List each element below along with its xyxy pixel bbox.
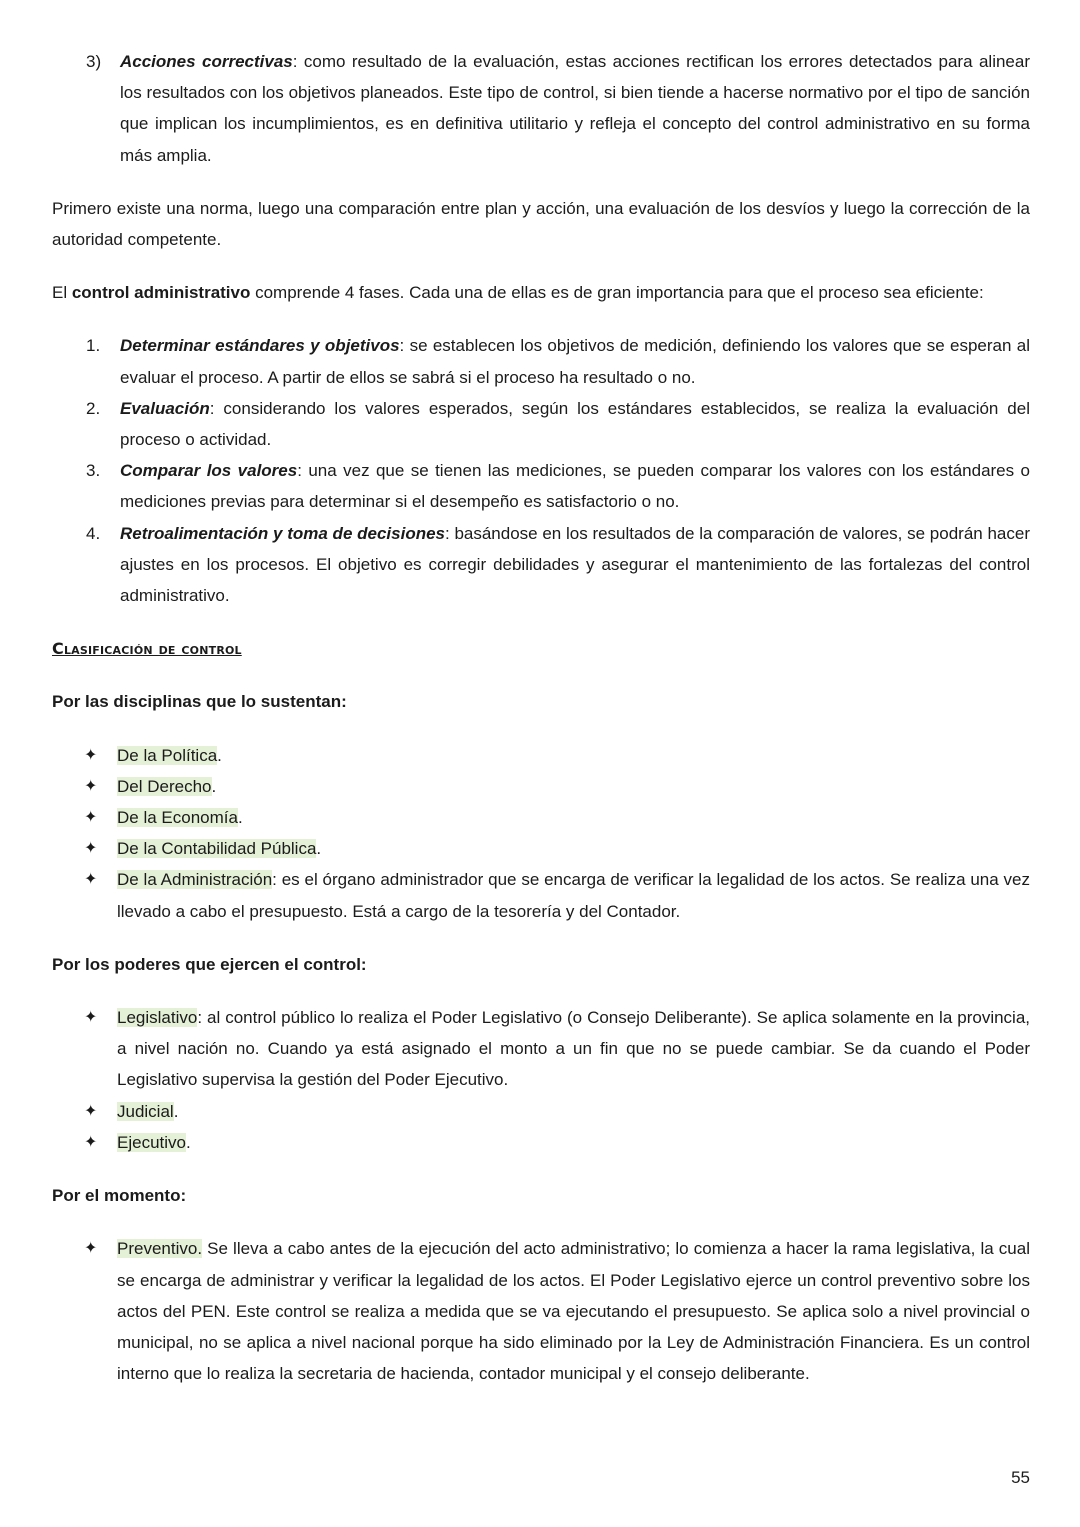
list-item — [52, 1233, 1030, 1389]
list-item-term: Determinar estándares y objetivos — [120, 336, 400, 356]
list-item-text — [117, 833, 1030, 864]
list-item-acciones-correctivas — [52, 46, 1030, 171]
list-item-body: : considerando los valores esperados, según los estándares establecidos, se realiza la evaluación del proceso o actividad. — [120, 398, 1030, 450]
list-item-term: Evaluación — [120, 398, 210, 418]
paragraph-fases-pre: El — [52, 283, 72, 303]
list-item-term: Acciones correctivas — [120, 52, 293, 71]
paragraph-norma: Primero existe una norma, luego una comparación entre plan y acción, una evaluación de los desvíos y luego la corrección de la autoridad competente. — [52, 198, 1030, 250]
list-item-text — [117, 802, 1030, 833]
list-item-body: : basándose en los resultados de la comparación de valores, se podrán hacer ajustes en los procesos. El objetivo es corregir debilidades y asegurar el mantenimiento de las fortalezas del control administrativo. — [120, 523, 1030, 606]
paragraph-fases-post: comprende 4 fases. Cada una de ellas es de gran importancia para que el proceso sea eficiente: — [250, 283, 984, 303]
subheading-momento: Por el momento: — [52, 1186, 187, 1206]
list-item-body: Se lleva a cabo antes de la ejecución del acto administrativo; lo comienza a hacer la rama legislativa, la cual se encarga de administrar y verificar la legalidad de los actos. El Poder Legislativo ejerce un control preventivo sobre los actos del PEN. Este control se realiza a medida que se va ejecutando el presupuesto. Se aplica solo a nivel provincial o municipal, no se aplica a nivel nacional porque ha sido eliminado por la Ley de Administración Financiera. Es un control interno que lo realiza la secretaria de hacienda, contador municipal y el consejo deliberante. — [117, 1239, 1030, 1384]
highlighted-term: De la Economía — [117, 808, 238, 828]
list-item — [52, 864, 1030, 926]
list-item-body: : se establecen los objetivos de medición, definiendo los valores que se esperan al evaluar el proceso. A partir de ellos se sabrá si el proceso ha resultado o no. — [120, 336, 1030, 387]
list-item-body: : como resultado de la evaluación, estas acciones rectifican los errores detectados para alinear los resultados con los objetivos planeados. Este tipo de control, si bien tiende a hacerse normativo por el tipo de sanción que implican los incumplimientos, es en definitiva utilitario y refleja el concepto del control administrativo en su forma más amplia. — [120, 52, 1030, 165]
star-bullet-icon: ✦ — [84, 1133, 98, 1151]
list-item-body: : es el órgano administrador que se encarga de verificar la legalidad de los actos. Se realiza una vez llevado a cabo el presupuesto. Está a cargo de la tesorería y del Contador. — [117, 870, 1030, 921]
list-item — [52, 802, 1030, 833]
list-item-body: . — [316, 839, 322, 859]
list-item-text — [117, 1096, 1030, 1127]
star-bullet-icon: ✦ — [84, 840, 98, 858]
momento-list — [52, 1233, 1030, 1389]
list-item-body: : una vez que se tienen las mediciones, se pueden comparar los valores con los estándares o mediciones previas para determinar si el desempeño es satisfactorio o no. — [120, 461, 1030, 512]
list-item-text — [117, 740, 1030, 771]
star-bullet-icon: ✦ — [84, 746, 98, 764]
list-item-body: . — [211, 776, 217, 796]
list-item-term: Comparar los valores — [120, 461, 298, 481]
list-number: 3) — [86, 52, 102, 71]
list-item-text — [117, 1127, 1030, 1158]
paragraph-fases — [52, 277, 1030, 308]
list-item-text — [120, 393, 1030, 455]
list-item — [52, 393, 1030, 455]
list-item-term: Retroalimentación y toma de decisiones — [120, 523, 445, 543]
list-item-text — [117, 864, 1030, 926]
star-bullet-icon: ✦ — [84, 1009, 98, 1027]
star-bullet-icon: ✦ — [84, 1240, 98, 1258]
subheading-poderes: Por los poderes que ejercen el control: — [52, 954, 367, 974]
disciplinas-list — [52, 740, 1030, 927]
star-bullet-icon: ✦ — [84, 1102, 98, 1120]
star-bullet-icon: ✦ — [84, 809, 98, 827]
phases-list — [52, 330, 1030, 611]
list-item — [52, 833, 1030, 864]
page-number: 55 — [1011, 1468, 1030, 1487]
list-item-text — [117, 1233, 1030, 1389]
list-item-body: . — [217, 745, 222, 765]
list-item — [52, 455, 1030, 517]
list-item-body: . — [237, 808, 243, 828]
list-item — [52, 1127, 1030, 1158]
highlighted-term: De la Administración — [117, 870, 273, 890]
list-item-body: . — [173, 1101, 179, 1121]
list-item — [52, 740, 1030, 771]
poderes-list — [52, 1002, 1030, 1158]
list-item-body: . — [185, 1132, 191, 1152]
list-number: 1. — [86, 336, 101, 356]
highlighted-term: De la Política — [117, 745, 218, 765]
list-item-text — [120, 330, 1030, 392]
list-item-text — [120, 46, 1030, 171]
list-item — [52, 330, 1030, 392]
list-item-body: : al control público lo realiza el Poder Legislativo (o Consejo Deliberante). Se aplica solamente en la provincia, a nivel nación no. Cuando ya está asignado el monto a un fin que no se puede cambiar. Se da cuando el Poder Legislativo supervisa la gestión del Poder Ejecutivo. — [117, 1008, 1030, 1090]
highlighted-term: Ejecutivo — [117, 1132, 186, 1152]
highlighted-term: Legislativo — [117, 1008, 198, 1028]
list-item-text — [120, 518, 1030, 612]
star-bullet-icon: ✦ — [84, 871, 98, 889]
list-item-text — [120, 455, 1030, 517]
subheading-disciplinas: Por las disciplinas que lo sustentan: — [52, 692, 347, 712]
list-number: 2. — [86, 398, 101, 418]
list-item — [52, 1096, 1030, 1127]
document-page — [52, 46, 1030, 1389]
highlighted-term: Preventivo. — [117, 1239, 203, 1259]
list-item — [52, 771, 1030, 802]
list-item-text — [117, 771, 1030, 802]
list-item-text — [117, 1002, 1030, 1096]
list-item — [52, 518, 1030, 612]
highlighted-term: Judicial — [117, 1101, 174, 1121]
list-item — [52, 1002, 1030, 1096]
star-bullet-icon: ✦ — [84, 777, 98, 795]
list-number: 4. — [86, 523, 101, 543]
highlighted-term: Del Derecho — [117, 776, 212, 796]
list-number: 3. — [86, 461, 101, 481]
highlighted-term: De la Contabilidad Pública — [117, 839, 317, 859]
paragraph-fases-bold: control administrativo — [71, 283, 251, 303]
section-title: Clasificación de control — [52, 639, 242, 659]
